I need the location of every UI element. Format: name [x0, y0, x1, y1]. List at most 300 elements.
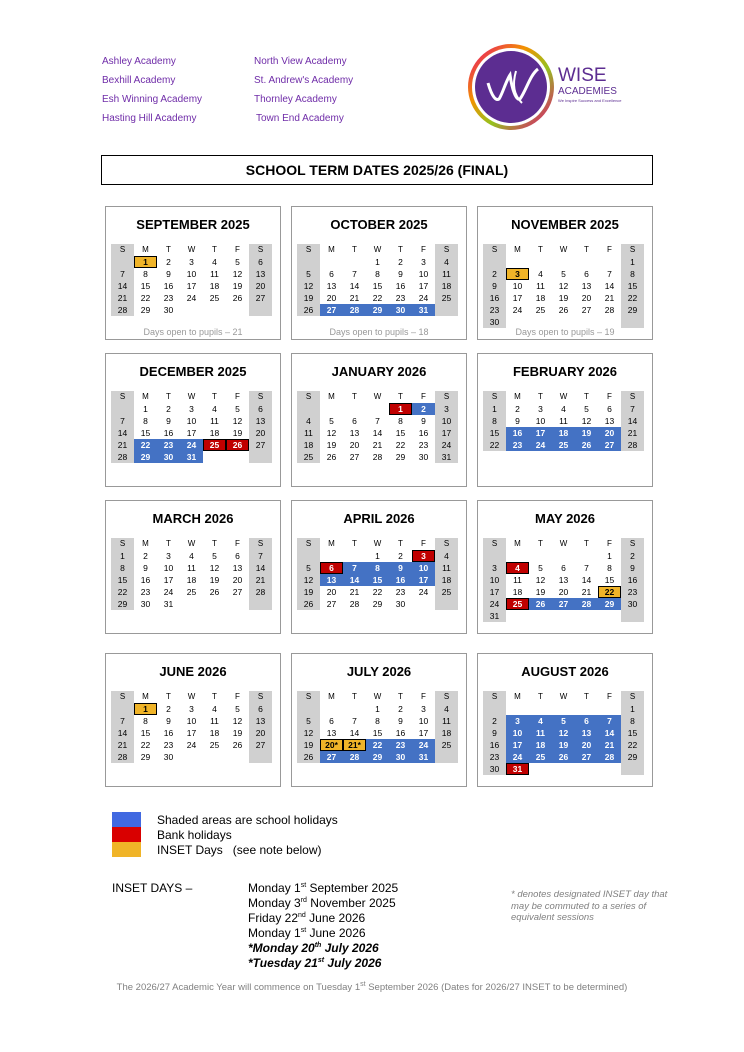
calendar-day: 30	[389, 751, 412, 763]
calendar-day: 31	[180, 451, 203, 463]
weekend-shade	[435, 304, 458, 316]
calendar-day: 26	[575, 439, 598, 451]
calendar-day: 28	[249, 586, 272, 598]
weekday-header: S	[483, 538, 506, 550]
calendar-day: 25	[203, 439, 226, 451]
calendar-day: 1	[111, 550, 134, 562]
month-calendar	[105, 353, 281, 487]
inset-day-text: *Tuesday 21	[248, 956, 318, 970]
calendar-day: 7	[621, 403, 644, 415]
calendar-day: 28	[598, 751, 621, 763]
calendar-day: 7	[343, 562, 366, 574]
calendar-day: 5	[212, 551, 217, 561]
calendar-day: 7	[111, 715, 134, 727]
calendar-day: 11	[536, 281, 545, 291]
inset-days-label: INSET DAYS –	[112, 881, 193, 895]
calendar-day: 11	[297, 427, 320, 439]
calendar-day: 20	[249, 427, 272, 439]
weekday-header: W	[373, 539, 382, 548]
calendar-day: 3	[483, 562, 506, 574]
weekday-header: F	[421, 245, 426, 254]
calendar-day: 6	[249, 403, 272, 415]
page-title: SCHOOL TERM DATES 2025/26 (FINAL)	[101, 155, 653, 185]
calendar-day: 7	[352, 716, 357, 726]
calendar-day: 30	[163, 752, 174, 762]
calendar-day: 15	[140, 428, 151, 438]
calendar-day: 20	[349, 440, 360, 450]
weekday-header: S	[621, 691, 644, 703]
inset-day-text: Monday 1	[248, 881, 301, 895]
calendar-day: 22	[372, 587, 383, 597]
weekend-shade	[297, 256, 320, 268]
calendar-day: 31	[412, 304, 435, 316]
weekday-header: T	[212, 245, 217, 254]
calendar-day: 26	[226, 439, 249, 451]
inset-day-text-end: June 2026	[306, 926, 366, 940]
month-title: JANUARY 2026	[331, 364, 427, 379]
weekday-header: M	[142, 692, 149, 701]
calendar-day: 4	[435, 703, 458, 715]
weekday-header: T	[398, 692, 403, 701]
calendar-day: 4	[506, 562, 529, 574]
calendar-day: 28	[604, 305, 615, 315]
calendar-day: 18	[552, 427, 575, 439]
calendar-day: 22	[134, 439, 157, 451]
calendar-day: 22	[111, 586, 134, 598]
calendar-day: 12	[232, 269, 243, 279]
calendar-day: 21	[598, 739, 621, 751]
weekday-header: S	[435, 391, 458, 403]
calendar-day: 15	[483, 427, 506, 439]
calendar-day: 3	[189, 704, 194, 714]
weekday-header: T	[352, 692, 357, 701]
logo-tagline: We Inspire Success and Excellence	[558, 98, 622, 103]
calendar-day: 20	[326, 587, 337, 597]
calendar-day: 15	[621, 280, 644, 292]
calendar-day: 11	[210, 416, 219, 426]
calendar-day: 15	[395, 428, 406, 438]
calendar-day: 17	[186, 428, 197, 438]
calendar-day: 15	[140, 728, 151, 738]
calendar-day: 23	[163, 293, 174, 303]
weekday-header: M	[514, 539, 521, 548]
weekday-header: W	[373, 245, 382, 254]
calendar-day: 7	[111, 268, 134, 280]
calendar-day: 12	[297, 574, 320, 586]
calendar-day: 7	[111, 415, 134, 427]
calendar-day: 3	[412, 550, 435, 562]
weekday-header: M	[514, 692, 521, 701]
calendar-day: 12	[552, 727, 575, 739]
calendar-day: 23	[621, 586, 644, 598]
calendar-day: 13	[249, 268, 272, 280]
weekend-shade	[621, 763, 644, 775]
calendar-day: 21	[604, 293, 615, 303]
calendar-day: 19	[297, 586, 320, 598]
calendar-day: 19	[575, 427, 598, 439]
calendar-day: 21	[372, 440, 383, 450]
month-title: JULY 2026	[346, 664, 412, 679]
weekend-shade	[111, 256, 134, 268]
calendar-day: 8	[111, 562, 134, 574]
weekday-header: T	[166, 539, 171, 548]
weekday-header: S	[249, 538, 272, 550]
weekday-header: W	[373, 392, 382, 401]
calendar-day: 5	[297, 562, 320, 574]
calendar-day: 11	[529, 727, 552, 739]
weekday-header: W	[187, 245, 196, 254]
inset-day-text-end: November 2025	[306, 896, 396, 910]
weekday-header: T	[166, 692, 171, 701]
calendar-day: 26	[209, 587, 220, 597]
calendar-day: 22	[140, 740, 151, 750]
calendar-day: 15	[604, 575, 615, 585]
calendar-day: 1	[375, 704, 380, 714]
inset-day-suffix: st	[300, 927, 307, 934]
weekday-header: F	[235, 392, 240, 401]
calendar-day: 19	[232, 728, 243, 738]
calendar-day: 28	[575, 598, 598, 610]
legend-bank-swatch	[112, 827, 141, 842]
weekday-header: S	[297, 691, 320, 703]
calendar-day: 9	[621, 562, 644, 574]
calendar-day: 14	[249, 562, 272, 574]
calendar-day: 27	[552, 598, 575, 610]
calendar-day: 22	[395, 440, 406, 450]
calendar-day: 25	[552, 439, 575, 451]
wise-academies-logo	[466, 41, 656, 133]
calendar-day: 10	[412, 562, 435, 574]
calendar-day: 3	[506, 715, 529, 727]
calendar-day: 17	[163, 575, 174, 585]
weekday-header: M	[142, 392, 149, 401]
weekday-header: F	[235, 539, 240, 548]
calendar-day: 16	[163, 728, 174, 738]
weekday-header: S	[297, 391, 320, 403]
calendar-day: 19	[232, 428, 243, 438]
calendar-day: 10	[418, 269, 429, 279]
calendar-day: 17	[529, 427, 552, 439]
month-title: NOVEMBER 2025	[511, 217, 619, 232]
calendar-day: 2	[412, 403, 435, 415]
weekday-header: F	[607, 245, 612, 254]
weekday-header: T	[212, 539, 217, 548]
calendar-day: 15	[372, 728, 383, 738]
calendar-day: 25	[506, 598, 529, 610]
calendar-day: 16	[418, 428, 429, 438]
calendar-day: 22	[483, 439, 506, 451]
footer-text-end: September 2026 (Dates for 2026/27 INSET to be determined)	[365, 982, 628, 993]
calendar-day: 24	[418, 587, 429, 597]
calendar-day: 1	[389, 403, 412, 415]
school-name: Town End Academy	[256, 113, 344, 124]
weekend-shade	[249, 451, 272, 463]
month-title: SEPTEMBER 2025	[136, 217, 250, 232]
calendar-day: 22	[366, 739, 389, 751]
calendar-day: 26	[552, 751, 575, 763]
weekday-header: T	[538, 245, 543, 254]
weekday-header: W	[373, 692, 382, 701]
calendar-day: 17	[506, 739, 529, 751]
calendar-day: 29	[395, 452, 406, 462]
calendar-day: 29	[134, 451, 157, 463]
weekday-header: T	[538, 392, 543, 401]
calendar-day: 19	[326, 440, 337, 450]
calendar-day: 14	[598, 727, 621, 739]
calendar-day: 21	[249, 574, 272, 586]
calendar-day: 4	[212, 704, 217, 714]
inset-day-suffix: st	[317, 957, 325, 964]
calendar-day: 11	[559, 416, 568, 426]
weekday-header: S	[435, 691, 458, 703]
calendar-day: 5	[297, 268, 320, 280]
school-name: St. Andrew's Academy	[254, 75, 354, 86]
calendar-day: 6	[249, 703, 272, 715]
month-calendar	[105, 206, 281, 340]
calendar-day: 10	[186, 716, 197, 726]
weekday-header: T	[352, 392, 357, 401]
calendar-day: 2	[166, 257, 171, 267]
calendar-day: 31	[435, 451, 458, 463]
calendar-day: 1	[621, 256, 644, 268]
calendar-day: 16	[483, 739, 506, 751]
month-title: JUNE 2026	[159, 664, 227, 679]
inset-day-text-end: June 2026	[305, 911, 366, 925]
school-name: North View Academy	[254, 56, 347, 67]
calendar-day: 8	[143, 716, 148, 726]
calendar-day: 1	[134, 703, 157, 715]
calendar-day: 3	[506, 268, 529, 280]
inset-day-entry	[248, 956, 398, 971]
calendar-day: 3	[189, 257, 194, 267]
calendar-day: 31	[412, 751, 435, 763]
calendar-day: 20	[249, 727, 272, 739]
calendar-day: 19	[297, 739, 320, 751]
weekday-header: S	[621, 391, 644, 403]
calendar-day: 26	[297, 751, 320, 763]
calendar-day: 13	[581, 281, 592, 291]
calendar-day: 28	[372, 452, 383, 462]
calendar-day: 25	[435, 739, 458, 751]
inset-day-text: Monday 3	[248, 896, 301, 910]
calendar-day: 20	[581, 293, 592, 303]
calendar-day: 19	[552, 739, 575, 751]
calendar-day: 12	[558, 281, 569, 291]
school-name: Thornley Academy	[254, 94, 337, 105]
weekday-header: M	[328, 539, 335, 548]
weekday-header: T	[398, 392, 403, 401]
calendar-day: 18	[535, 293, 546, 303]
calendar-day: 12	[535, 575, 546, 585]
inset-day-text-end: September 2025	[306, 881, 399, 895]
calendar-day: 12	[209, 563, 220, 573]
calendar-day: 5	[235, 704, 240, 714]
inset-day-entry	[248, 941, 398, 956]
weekday-header: W	[187, 392, 196, 401]
weekday-header: W	[559, 539, 568, 548]
calendar-day: 20	[558, 587, 569, 597]
calendar-day: 12	[232, 416, 243, 426]
calendar-day: 12	[232, 716, 243, 726]
calendar-day: 14	[111, 280, 134, 292]
calendar-day: 18	[435, 727, 458, 739]
calendar-day: 14	[604, 281, 615, 291]
calendar-day: 17	[512, 293, 523, 303]
calendar-day: 15	[111, 574, 134, 586]
calendar-day: 8	[375, 269, 380, 279]
calendar-day: 27	[232, 587, 243, 597]
calendar-day: 16	[389, 574, 412, 586]
weekend-shade	[483, 550, 506, 562]
calendar-day: 13	[232, 563, 243, 573]
inset-note: * denotes designated INSET day that may be commuted to a series of equivalent sessions	[511, 889, 668, 923]
legend-holiday-label: Shaded areas are school holidays	[157, 813, 338, 827]
calendar-day: 8	[621, 268, 644, 280]
month-calendar	[105, 500, 281, 634]
calendar-day: 24	[418, 293, 429, 303]
calendar-day: 24	[435, 439, 458, 451]
calendar-day: 13	[349, 428, 360, 438]
calendar-day: 24	[506, 751, 529, 763]
weekend-shade	[111, 403, 134, 415]
weekend-shade	[297, 703, 320, 715]
calendar-day: 1	[375, 551, 380, 561]
calendar-day: 1	[607, 551, 612, 561]
calendar-day: 23	[140, 587, 151, 597]
calendar-day: 22	[598, 586, 621, 598]
month-title: DECEMBER 2025	[139, 364, 247, 379]
calendar-day: 10	[163, 563, 174, 573]
weekday-header: S	[621, 244, 644, 256]
calendar-day: 29	[366, 751, 389, 763]
calendar-day: 2	[166, 704, 171, 714]
calendar-day: 26	[232, 740, 243, 750]
weekday-header: T	[538, 539, 543, 548]
days-open-to-pupils: Days open to pupils – 18	[329, 327, 429, 337]
weekday-header: S	[249, 691, 272, 703]
calendar-day: 6	[607, 404, 612, 414]
calendar-day: 26	[326, 452, 337, 462]
weekday-header: F	[607, 392, 612, 401]
calendar-day: 9	[166, 716, 171, 726]
calendar-day: 21*	[343, 739, 366, 751]
logo-name: WISE	[558, 65, 607, 86]
calendar-day: 27	[349, 452, 360, 462]
calendar-day: 18	[209, 428, 220, 438]
calendar-day: 24	[483, 598, 506, 610]
weekend-shade	[435, 751, 458, 763]
calendar-day: 24	[529, 439, 552, 451]
inset-day-entry	[248, 896, 398, 911]
calendar-day: 28	[621, 439, 644, 451]
calendar-day: 23	[506, 439, 529, 451]
calendar-day: 25	[209, 740, 220, 750]
calendar-day: 20	[575, 739, 598, 751]
calendar-day: 25	[297, 451, 320, 463]
weekday-header: M	[328, 392, 335, 401]
days-open-to-pupils: Days open to pupils – 19	[515, 327, 615, 337]
calendar-day: 11	[210, 269, 219, 279]
weekday-header: M	[328, 692, 335, 701]
calendar-day: 23	[483, 304, 506, 316]
inset-day-text: Friday 22	[248, 911, 299, 925]
calendar-day: 18	[435, 280, 458, 292]
calendar-day: 9	[515, 416, 520, 426]
month-calendar	[477, 353, 653, 487]
weekday-header: F	[421, 692, 426, 701]
calendar-day: 29	[621, 751, 644, 763]
calendar-day: 2	[398, 551, 403, 561]
calendar-day: 27	[326, 599, 337, 609]
calendar-day: 10	[418, 716, 429, 726]
weekend-shade	[621, 610, 644, 622]
inset-day-suffix: st	[300, 882, 307, 889]
days-open-to-pupils: Days open to pupils – 21	[143, 327, 243, 337]
footer-text: The 2026/27 Academic Year will commence on Tuesday 1	[116, 982, 361, 993]
calendar-day: 11	[435, 268, 458, 280]
inset-day-text-end: July 2026	[324, 956, 382, 970]
calendar-day: 7	[598, 715, 621, 727]
weekend-shade	[249, 598, 272, 610]
legend-inset-swatch	[112, 842, 141, 857]
calendar-day: 26	[529, 598, 552, 610]
weekday-header: S	[111, 391, 134, 403]
calendar-day: 29	[372, 599, 383, 609]
calendar-day: 31	[506, 763, 529, 775]
calendar-day: 19	[535, 587, 546, 597]
calendar-day: 30	[418, 452, 429, 462]
calendar-day: 2	[166, 404, 171, 414]
calendar-day: 30	[483, 316, 506, 328]
calendar-day: 14	[581, 575, 592, 585]
calendar-day: 28	[343, 751, 366, 763]
calendar-day: 16	[140, 575, 151, 585]
calendar-day: 29	[366, 304, 389, 316]
calendar-day: 16	[395, 728, 406, 738]
inset-day-suffix: th	[314, 942, 322, 949]
weekday-header: W	[559, 392, 568, 401]
month-calendar	[477, 500, 653, 634]
weekday-header: T	[166, 245, 171, 254]
weekday-header: F	[421, 539, 426, 548]
weekday-header: T	[398, 539, 403, 548]
calendar-day: 27	[249, 292, 272, 304]
calendar-day: 25	[186, 587, 197, 597]
calendar-day: 1	[375, 257, 380, 267]
calendar-day: 14	[111, 427, 134, 439]
calendar-day: 13	[320, 574, 343, 586]
calendar-day: 3	[538, 404, 543, 414]
calendar-day: 1	[483, 403, 506, 415]
school-name: Ashley Academy	[102, 56, 176, 67]
calendar-day: 5	[561, 269, 566, 279]
calendar-day: 18	[186, 575, 197, 585]
weekday-header: S	[297, 538, 320, 550]
calendar-day: 28	[111, 304, 134, 316]
calendar-day: 24	[186, 293, 197, 303]
calendar-day: 6	[329, 716, 334, 726]
inset-day-text-end: July 2026	[321, 941, 379, 955]
calendar-day: 8	[621, 715, 644, 727]
calendar-day: 20	[326, 293, 337, 303]
calendar-day: 28	[111, 451, 134, 463]
calendar-day: 9	[483, 280, 506, 292]
calendar-day: 9	[143, 563, 148, 573]
weekday-header: S	[621, 538, 644, 550]
inset-day-entry	[248, 926, 398, 941]
legend-holiday-swatch	[112, 812, 141, 827]
weekday-header: T	[584, 539, 589, 548]
